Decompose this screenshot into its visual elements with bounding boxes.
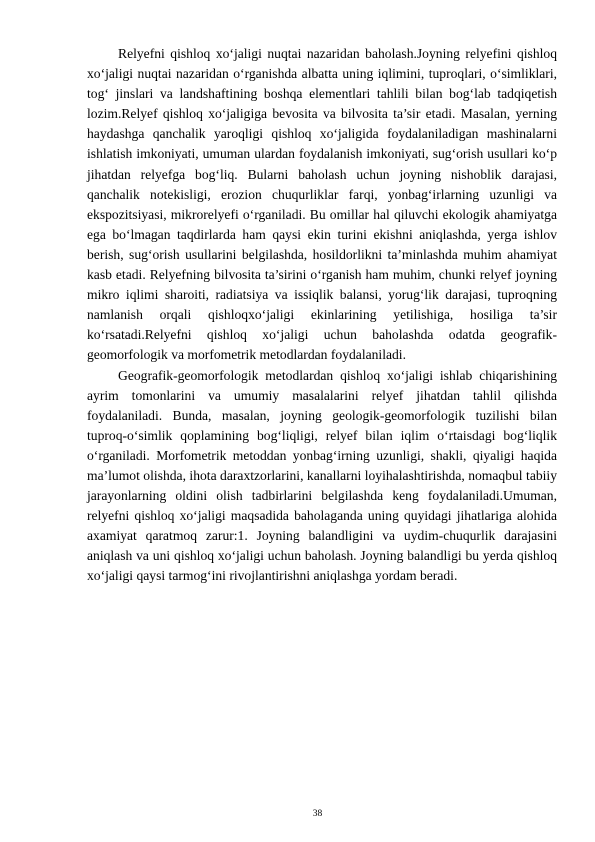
paragraph-geomorphologic-method: Geografik-geomorfologik metodlardan qishloq xo‘jaligi ishlab chiqarishining ayrim tomonlarini va umumiy masalalarini relyef jihatdan tahlil qilishda foydalaniladi. Bunda, masalan, joyning geologik-geomorfologik tuzilishi bilan tuproq-o‘simlik qoplamining bog‘liqligi, relyef bilan iqlim o‘rtaisdagi bog‘liqlik o‘rganiladi. Morfometrik metoddan yonbag‘irning uzunligi, shakli, qiyaligi haqida ma’lumot olishda, ihota daraxtzorlarini, kanallarni loyihalashtirishda, nomaqbul tabiiy jarayonlarning oldini olish tadbirlarini belgilashda keng foydalaniladi.Umuman, relyefni qishloq xo‘jaligi maqsadida baholaganda uning quyidagi jihatlariga alohida axamiyat qaratmoq zarur:1. Joyning balandligini va uydim-chuqurlik darajasini aniqlash va uni qishloq xo‘jaligi uchun baholash. Joyning balandligi bu yerda qishloq xo‘jaligi qaysi tarmog‘ini rivojlantirishni aniqlashga yordam beradi. (87, 367, 557, 584)
body-text (87, 44, 557, 587)
page-number: 38 (312, 809, 323, 819)
paragraph-relief-assessment: Relyefni qishloq xo‘jaligi nuqtai nazaridan baholash.Joyning relyefini qishloq xo‘jaligi nuqtai nazaridan o‘rganishda albatta uning iqlimini, tuproqlari, o‘simliklari, tog‘ jinslari va landshaftining boshqa elementlari tahlili bilan bog‘lab tadqiqetish lozim.Relyef qishloq xo‘jaligiga bevosita va bilvosita ta’sir etadi. Masalan, yerning haydashga qanchalik yaroqligi qishloq xo‘jaligida foydalaniladigan mashinalarni ishlatish imkoniyati, umuman ulardan foydalanish imkoniyati, sug‘orish usullari ko‘p jihatdan relyefga bog‘liq. Bularni baholash uchun joyning nishoblik darajasi, qanchalik notekisligi, erozion chuqurliklar farqi, yonbag‘irlarning uzunligi va ekspozitsiyasi, mikrorelyefi o‘rganiladi. Bu omillar hal qiluvchi ekologik ahamiyatga ega bo‘lmagan taqdirlarda ham qaysi ekin turini ekishni aniqlashda, yerga ishlov berish, sug‘orish usullarini belgilashda, hosildorlikni ta’minlashda muhim ahamiyat kasb etadi. Relyefning bilvosita ta’sirini o‘rganish ham muhim, chunki relyef joyning mikro iqlimi sharoiti, radiatsiya va issiqlik balansi, yorug‘lik darajasi, tuproqning namlanish orqali qishloqxo‘jaligi ekinlarining yetilishiga, hosiliga ta’sir ko‘rsatadi.Relyefni qishloq xo‘jaligi uchun baholashda odatda geografik-geomorfologik va morfometrik metodlardan foydalaniladi. (87, 46, 557, 363)
